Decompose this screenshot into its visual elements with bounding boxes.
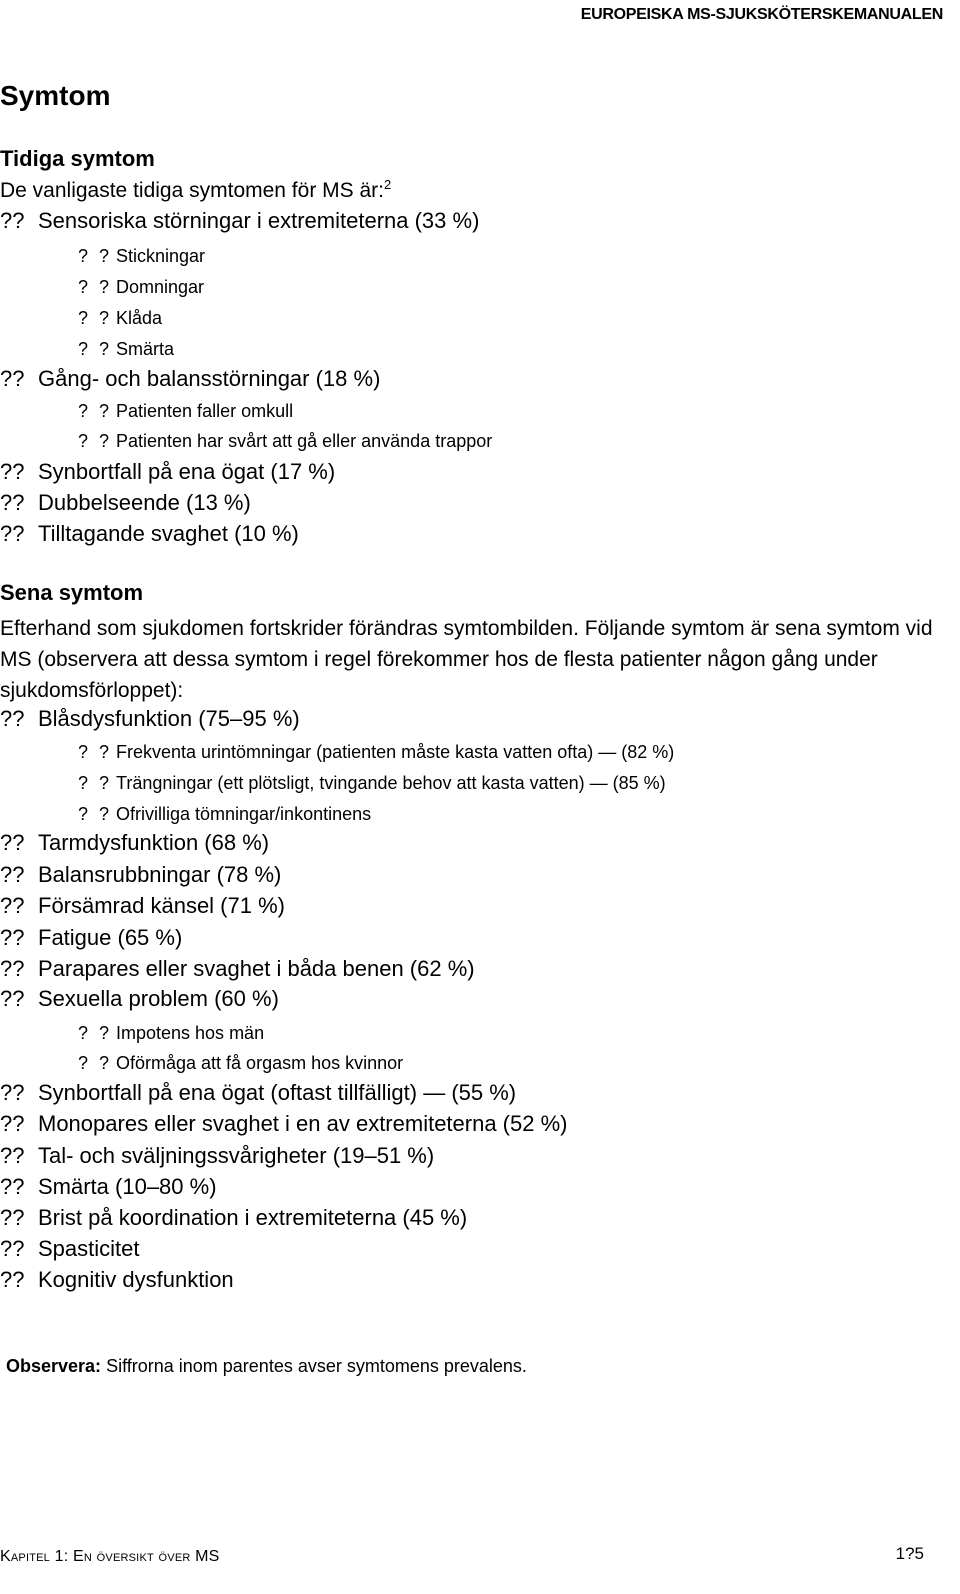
bullet-marker: ? ? [78, 246, 113, 266]
sub-list-item [78, 308, 162, 329]
list-item [0, 1205, 467, 1231]
list-item [0, 1236, 140, 1262]
list-item [0, 1267, 234, 1293]
list-item [0, 490, 251, 516]
list-item-text: Patienten faller omkull [116, 401, 294, 421]
note-text: Siffrorna inom parentes avser symtomens prevalens. [101, 1356, 527, 1376]
bullet-marker: ?? [0, 1143, 25, 1168]
list-item-text: Tarmdysfunktion (68 %) [38, 830, 270, 855]
bullet-marker: ?? [0, 862, 25, 887]
list-item-text: Blåsdysfunktion (75–95 %) [38, 706, 300, 731]
list-item-text: Smärta [116, 339, 175, 359]
list-item [0, 956, 475, 982]
late-symptoms-paragraph: Efterhand som sjukdomen fortskrider förändras symtombilden. Följande symtom är sena symtom vid MS (observera att dessa symtom i regel förekommer hos de flesta patienter någon gång under sjukdomsförloppet): [0, 617, 933, 702]
late-symptoms-heading: Sena symtom [0, 580, 144, 605]
list-item-text: Synbortfall på ena ögat (17 %) [38, 459, 336, 484]
bullet-marker: ? ? [78, 742, 113, 762]
list-item-text: Sexuella problem (60 %) [38, 986, 279, 1011]
list-item [0, 521, 299, 547]
bullet-marker: ?? [0, 366, 25, 391]
list-item [0, 208, 479, 234]
list-item-text: Fatigue (65 %) [38, 925, 183, 950]
list-item-text: Balansrubbningar (78 %) [38, 862, 282, 887]
bullet-marker: ? ? [78, 773, 113, 793]
bullet-marker: ?? [0, 893, 25, 918]
bullet-marker: ?? [0, 521, 25, 546]
sub-list-item [78, 773, 666, 794]
list-item-text: Försämrad känsel (71 %) [38, 893, 285, 918]
sub-list-item [78, 804, 371, 825]
list-item [0, 1174, 217, 1200]
list-item [0, 459, 335, 485]
list-item-text: Brist på koordination i extremiteterna (45 %) [38, 1205, 468, 1230]
bullet-marker: ? ? [78, 401, 113, 421]
list-item-text: Ofrivilliga tömningar/inkontinens [116, 804, 372, 824]
sub-list-item [78, 246, 205, 267]
list-item-text: Spasticitet [38, 1236, 140, 1261]
list-item [0, 1080, 516, 1106]
bullet-marker: ?? [0, 830, 25, 855]
list-item-text: Impotens hos män [116, 1023, 265, 1043]
bullet-marker: ? ? [78, 277, 113, 297]
list-item [0, 830, 269, 856]
early-symptoms-heading: Tidiga symtom [0, 146, 155, 171]
list-item-text: Synbortfall på ena ögat (oftast tillfälligt) — (55 %) [38, 1080, 517, 1105]
bullet-marker: ?? [0, 956, 25, 981]
bullet-marker: ? ? [78, 308, 113, 328]
page-number: 1?5 [895, 1544, 924, 1563]
sub-list-item [78, 277, 204, 298]
bullet-marker: ?? [0, 490, 25, 515]
list-item-text: Patienten har svårt att gå eller använda trappor [116, 431, 493, 451]
sub-list-item [78, 339, 174, 360]
bullet-marker: ? ? [78, 1053, 113, 1073]
list-item [0, 1143, 434, 1169]
list-item-text: Parapares eller svaghet i båda benen (62 %) [38, 956, 475, 981]
list-item-text: Trängningar (ett plötsligt, tvingande behov att kasta vatten) — (85 %) [116, 773, 666, 793]
bullet-marker: ?? [0, 459, 25, 484]
list-item-text: Dubbelseende (13 %) [38, 490, 251, 515]
bullet-marker: ?? [0, 986, 25, 1011]
bullet-marker: ?? [0, 1267, 25, 1292]
bullet-marker: ?? [0, 1236, 25, 1261]
list-item [0, 986, 279, 1012]
bullet-marker: ? ? [78, 431, 113, 451]
list-item-text: Sensoriska störningar i extremiteterna (33 %) [38, 208, 480, 233]
list-item [0, 366, 380, 392]
sub-list-item [78, 401, 293, 422]
list-item [0, 925, 182, 951]
note-label: Observera: [6, 1356, 102, 1376]
list-item-text: Smärta (10–80 %) [38, 1174, 217, 1199]
bullet-marker: ?? [0, 925, 25, 950]
list-item-text: Tilltagande svaghet (10 %) [38, 521, 299, 546]
list-item [0, 706, 300, 732]
prevalence-note [6, 1356, 527, 1377]
early-symptoms-intro: De vanligaste tidiga symtomen för MS är:$^2$ [0, 177, 392, 202]
chapter-footer: Kapitel 1: En översikt över MS [0, 1548, 220, 1565]
list-item-text: Monopares eller svaghet i en av extremiteterna (52 %) [38, 1111, 568, 1136]
bullet-marker: ?? [0, 1174, 25, 1199]
list-item-text: Frekventa urintömningar (patienten måste kasta vatten ofta) — (82 %) [116, 742, 675, 762]
reference-superscript: 2 [384, 177, 392, 192]
list-item-text: Domningar [116, 277, 205, 297]
list-item [0, 1111, 567, 1137]
sub-list-item [78, 742, 674, 763]
list-item-text: Oförmåga att få orgasm hos kvinnor [116, 1053, 404, 1073]
running-header: EUROPEISKA MS-SJUKSKÖTERSKEMANUALEN [580, 6, 943, 23]
list-item [0, 862, 281, 888]
bullet-marker: ? ? [78, 804, 113, 824]
page-title: Symtom [0, 80, 111, 111]
list-item [0, 893, 285, 919]
bullet-marker: ?? [0, 1205, 25, 1230]
sub-list-item [78, 431, 492, 452]
bullet-marker: ? ? [78, 339, 113, 359]
bullet-marker: ?? [0, 208, 25, 233]
sub-list-item [78, 1053, 403, 1074]
sub-list-item [78, 1023, 264, 1044]
list-item-text: Tal- och sväljningssvårigheter (19–51 %) [38, 1143, 435, 1168]
bullet-marker: ?? [0, 706, 25, 731]
list-item-text: Gång- och balansstörningar (18 %) [38, 366, 381, 391]
bullet-marker: ?? [0, 1111, 25, 1136]
list-item-text: Kognitiv dysfunktion [38, 1267, 234, 1292]
list-item-text: Klåda [116, 308, 163, 328]
bullet-marker: ?? [0, 1080, 25, 1105]
list-item-text: Stickningar [116, 246, 206, 266]
bullet-marker: ? ? [78, 1023, 113, 1043]
